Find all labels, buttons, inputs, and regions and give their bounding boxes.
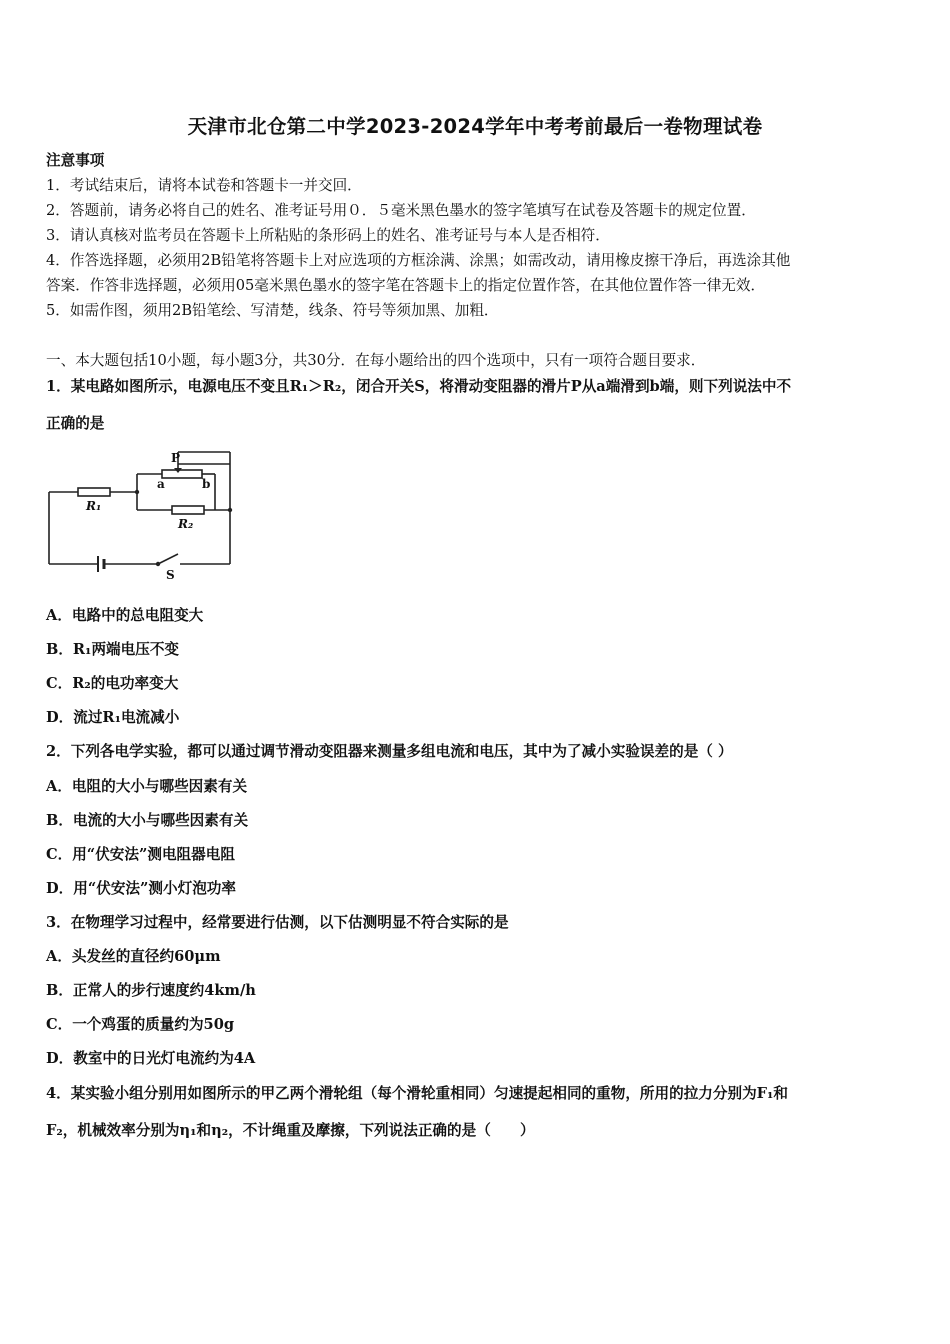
section-heading: 一、本大题包括10小题，每小题3分，共30分．在每小题给出的四个选项中，只有一项符合题目要求． [46,352,706,369]
notice-item: 答案．作答非选择题，必须用05毫米黑色墨水的签字笔在答题卡上的指定位置作答，在其他位置作答一律无效． [46,277,766,294]
q2-option-a: A．电阻的大小与哪些因素有关 [46,778,248,795]
label-s: S [166,568,175,582]
q1-option-c: C．R₂的电功率变大 [46,675,179,692]
rheostat [162,470,202,478]
question-3-stem: 3．在物理学习过程中，经常要进行估测，以下估测明显不符合实际的是 [46,914,509,931]
question-4-stem: 4．某实验小组分别用如图所示的甲乙两个滑轮组（每个滑轮重相同）匀速提起相同的重物，所用的拉力分别为F₁和 [46,1085,789,1102]
q3-option-a: A．头发丝的直径约60μm [46,948,221,965]
r1-resistor [78,488,110,496]
question-1-stem: 1．某电路如图所示，电源电压不变且R₁＞R₂，闭合开关S，将滑动变阻器的滑片P从a端滑到b端，则下列说法中不 [46,378,792,395]
label-b: b [202,477,211,491]
q1-option-a: A．电路中的总电阻变大 [46,607,204,624]
q1-option-b: B．R₁两端电压不变 [46,641,180,658]
circuit-diagram [40,444,240,584]
q2-option-c: C．用“伏安法”测电阻器电阻 [46,846,235,863]
q1-option-d: D．流过R₁电流减小 [46,709,180,726]
notice-item: 3．请认真核对监考员在答题卡上所粘贴的条形码上的姓名、准考证号与本人是否相符． [46,227,610,244]
notice-item: 1．考试结束后，请将本试卷和答题卡一并交回． [46,177,362,194]
notice-heading: 注意事项 [46,152,105,169]
q2-option-d: D．用“伏安法”测小灯泡功率 [46,880,236,897]
question-4-stem-cont: F₂，机械效率分别为η₁和η₂，不计绳重及摩擦，下列说法正确的是（ ） [46,1122,535,1139]
question-2-stem: 2．下列各电学实验，都可以通过调节滑动变阻器来测量多组电流和电压，其中为了减小实验误差的是（ ） [46,743,733,760]
r2-resistor [172,506,204,514]
notice-item: 5．如需作图，须用2B铅笔绘、写清楚，线条、符号等须加黑、加粗． [46,302,499,319]
question-1-stem-cont: 正确的是 [46,415,105,432]
q3-option-b: B．正常人的步行速度约4km/h [46,982,256,999]
label-p: P [171,451,181,465]
label-r1: R₁ [86,499,102,513]
q3-option-d: D．教室中的日光灯电流约为4A [46,1050,256,1067]
q3-option-c: C．一个鸡蛋的质量约为50g [46,1016,235,1033]
label-a: a [157,477,165,491]
q2-option-b: B．电流的大小与哪些因素有关 [46,812,249,829]
notice-item: 2．答题前，请务必将自己的姓名、准考证号用０．５毫米黑色墨水的签字笔填写在试卷及答题卡的规定位置． [46,202,756,219]
notice-item: 4．作答选择题，必须用2B铅笔将答题卡上对应选项的方框涂满、涂黑；如需改动，请用橡皮擦干净后，再选涂其他 [46,252,791,269]
page-title: 天津市北仓第二中学2023-2024学年中考考前最后一卷物理试卷 [187,115,763,138]
label-r2: R₂ [178,517,194,531]
